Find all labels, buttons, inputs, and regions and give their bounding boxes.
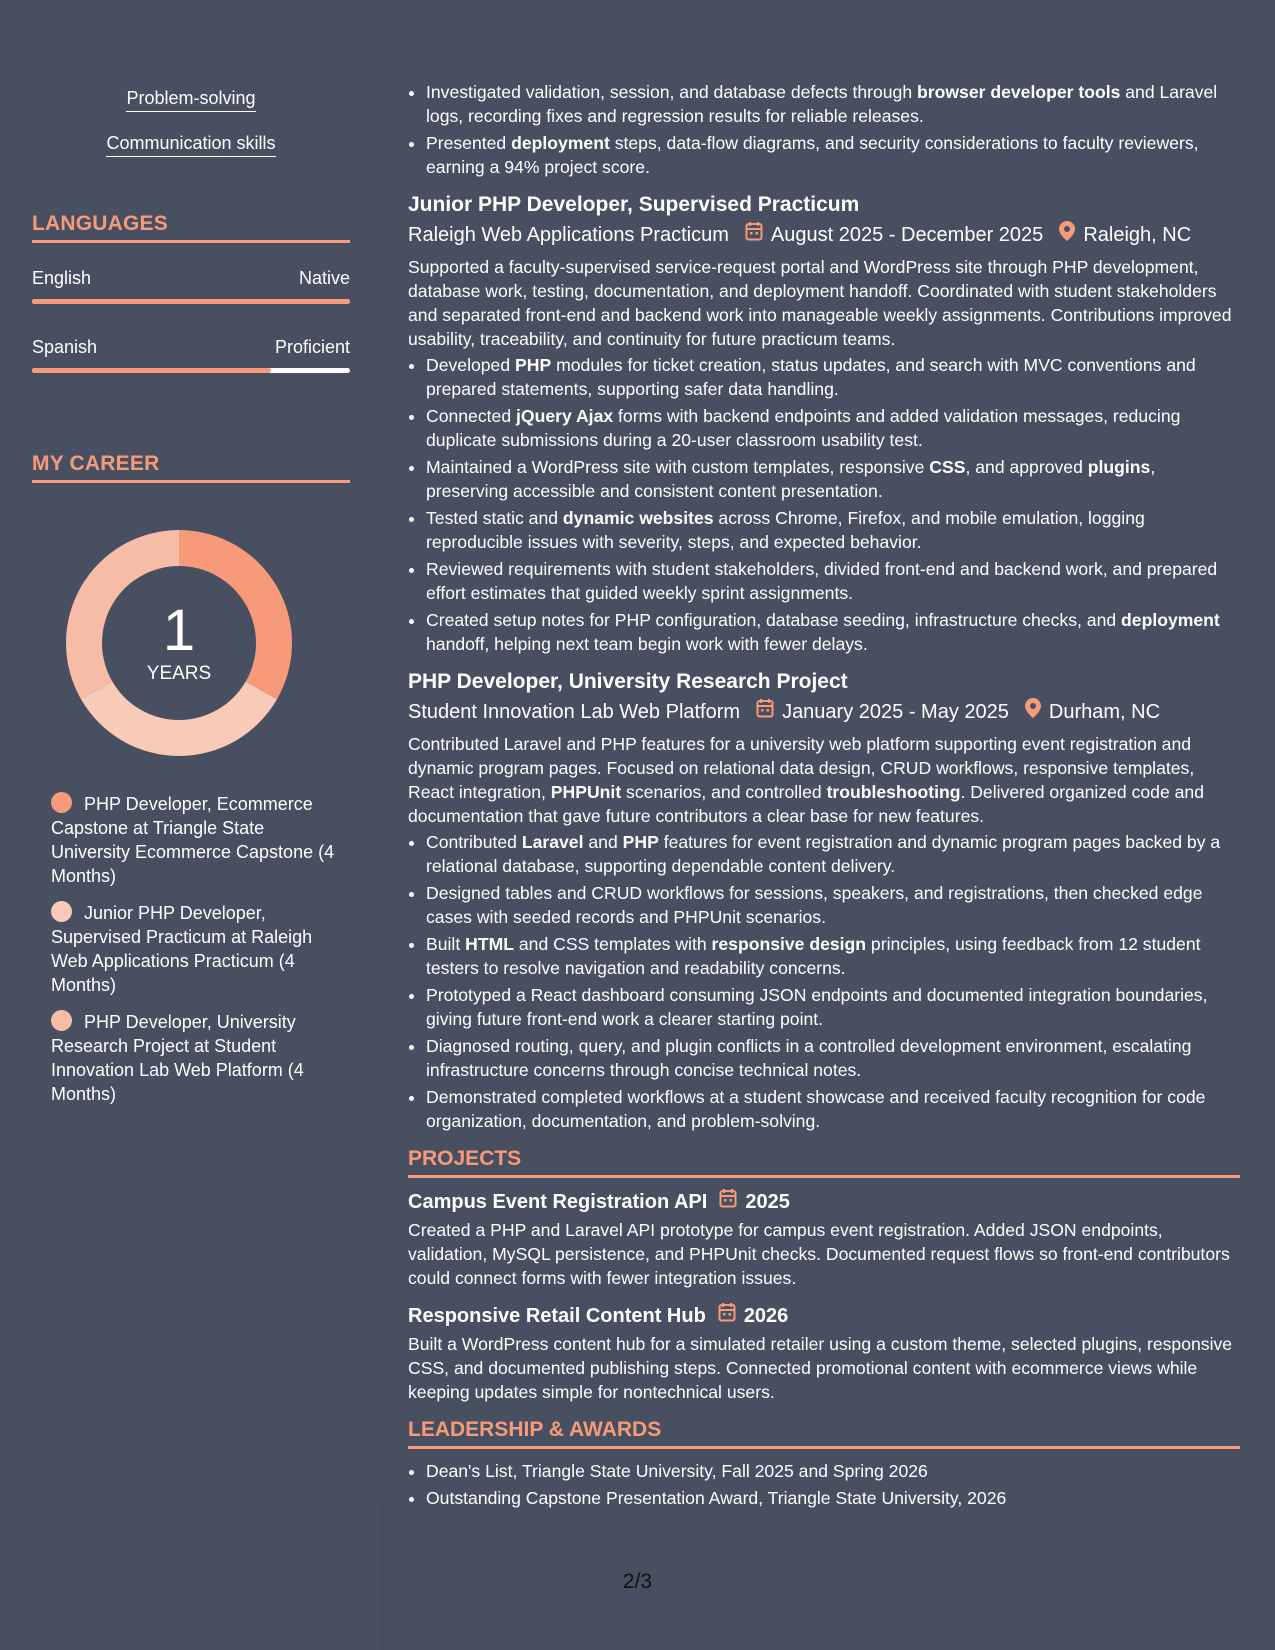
- map-pin-icon: [1025, 698, 1041, 726]
- language-bar: [32, 299, 350, 304]
- job-description: Supported a faculty-supervised service-request portal and WordPress site through PHP development, database work, testing, documentation, and deployment handoff. Coordinated with student stakeholders and separated front-end and backend work into manageable weekly assignments. Contributions improved usability, traceability, and continuity for future practicum teams.: [408, 257, 1232, 349]
- job-entry: [408, 668, 1240, 1133]
- language-bar-fill: [32, 299, 350, 304]
- bullet-item: • Created setup notes for PHP configuration, database seeding, infrastructure checks, and deployment handoff, helping next team begin work with fewer delays.: [426, 608, 1240, 656]
- career-item: PHP Developer, Ecommerce Capstone at Triangle State University Ecommerce Capstone (4 Months): [51, 794, 335, 886]
- language-bar-fill: [32, 368, 271, 373]
- project-title: Responsive Retail Content Hub: [408, 1305, 706, 1327]
- leadership-heading: LEADERSHIP & AWARDS: [408, 1418, 1240, 1449]
- languages-heading: LANGUAGES: [32, 212, 350, 243]
- bullet-item: • Investigated validation, session, and database defects through browser developer tools and Laravel logs, recording fixes and regression results for reliable releases.: [426, 80, 1240, 128]
- award-item: • Dean's List, Triangle State University, Fall 2025 and Spring 2026: [426, 1459, 1240, 1483]
- bullet-item: • Designed tables and CRUD workflows for sessions, speakers, and registrations, then checked edge cases with seeded records and PHPUnit scenarios.: [426, 881, 1240, 929]
- bullet-item: • Reviewed requirements with student stakeholders, divided front-end and backend work, and prepared effort estimates that guided weekly sprint assignments.: [426, 557, 1240, 605]
- calendar-icon: [745, 221, 763, 249]
- bullet-item: • Connected jQuery Ajax forms with backend endpoints and added validation messages, reducing duplicate submissions during a 20-user classroom usability test.: [426, 404, 1240, 452]
- sidebar: [32, 0, 350, 1650]
- career-years-label: YEARS: [146, 663, 212, 684]
- career-heading: MY CAREER: [32, 452, 350, 483]
- award-item: • Outstanding Capstone Presentation Award, Triangle State University, 2026: [426, 1486, 1240, 1510]
- page-number: 2/3: [622, 1570, 653, 1593]
- job-dates: January 2025 - May 2025: [782, 701, 1009, 723]
- bullet-item: • Diagnosed routing, query, and plugin conflicts in a controlled development environment, escalating infrastructure concerns through concise technical notes.: [426, 1034, 1240, 1082]
- bullet-item: • Developed PHP modules for ticket creation, status updates, and search with MVC conventions and prepared statements, supporting safer data handling.: [426, 353, 1240, 401]
- language-level: Proficient: [274, 337, 350, 357]
- leadership-list: [408, 1459, 1240, 1510]
- language-name: Spanish: [32, 337, 98, 357]
- job-description: Contributed Laravel and PHP features for a university web platform supporting event registration and dynamic program pages. Focused on relational data design, CRUD workflows, responsive templates, React integration, PHPUnit scenarios, and controlled troubleshooting. Delivered organized code and documentation that gave future contributors a clear base for new features.: [408, 734, 1204, 826]
- job-location: Durham, NC: [1048, 701, 1161, 723]
- job-entry: [408, 191, 1240, 656]
- language-bar: [32, 368, 350, 373]
- bullet-item: • Contributed Laravel and PHP features for event registration and dynamic program pages backed by a relational database, supporting dependable content delivery.: [426, 830, 1240, 878]
- project-title-row: [408, 1188, 1240, 1216]
- career-list: [51, 792, 341, 1119]
- career-dot-icon: [51, 1010, 72, 1031]
- language-name: English: [32, 268, 92, 288]
- project-title: Campus Event Registration API: [408, 1191, 708, 1213]
- top-bullet-list: [408, 80, 1240, 179]
- job-dates: August 2025 - December 2025: [770, 224, 1044, 246]
- job-bullets: [408, 830, 1240, 1133]
- job-company: Raleigh Web Applications Practicum: [408, 224, 729, 246]
- project-year: 2025: [745, 1191, 790, 1213]
- job-company: Student Innovation Lab Web Platform: [408, 701, 741, 723]
- language-level: Native: [298, 268, 350, 288]
- job-bullets: [408, 353, 1240, 656]
- bullet-item: • Built HTML and CSS templates with responsive design principles, using feedback from 12 student testers to resolve navigation and readability concerns.: [426, 932, 1240, 980]
- project-description: Created a PHP and Laravel API prototype for campus event registration. Added JSON endpoints, validation, MySQL persistence, and PHPUnit checks. Documented request flows so front-end contributors could connect forms with fewer integration issues.: [408, 1220, 1230, 1288]
- job-title: PHP Developer, University Research Project: [408, 670, 848, 693]
- project-title-row: [408, 1302, 1240, 1330]
- job-meta: [408, 698, 1240, 726]
- calendar-icon: [756, 698, 774, 726]
- language-row: [32, 268, 350, 289]
- job-location: Raleigh, NC: [1083, 224, 1192, 246]
- career-years-number: 1: [162, 598, 196, 663]
- bullet-item: • Tested static and dynamic websites across Chrome, Firefox, and mobile emulation, logging reproducible issues with severity, steps, and expected behavior.: [426, 506, 1240, 554]
- project-entry: [408, 1302, 1240, 1404]
- calendar-icon: [718, 1302, 736, 1330]
- bullet-item: • Presented deployment steps, data-flow diagrams, and security considerations to faculty reviewers, earning a 94% project score.: [426, 131, 1240, 179]
- project-description: Built a WordPress content hub for a simulated retailer using a custom theme, selected plugins, responsive CSS, and documented publishing steps. Connected promotional content with ecommerce views while keeping updates simple for nontechnical users.: [408, 1334, 1233, 1402]
- career-item: Junior PHP Developer, Supervised Practicum at Raleigh Web Applications Practicum (4 Months): [51, 903, 313, 995]
- project-entry: [408, 1188, 1240, 1290]
- bullet-item: • Demonstrated completed workflows at a student showcase and received faculty recognition for code organization, documentation, and problem-solving.: [426, 1085, 1240, 1133]
- language-row: [32, 337, 350, 358]
- project-year: 2026: [743, 1305, 789, 1327]
- bullet-item: • Maintained a WordPress site with custom templates, responsive CSS, and approved plugins, preserving accessible and consistent content presentation.: [426, 455, 1240, 503]
- career-item: PHP Developer, University Research Project at Student Innovation Lab Web Platform (4 Months): [51, 1012, 304, 1104]
- bullet-item: • Prototyped a React dashboard consuming JSON endpoints and documented integration boundaries, giving future front-end work a clearer starting point.: [426, 983, 1240, 1031]
- calendar-icon: [719, 1188, 737, 1216]
- main-column: [408, 0, 1240, 1513]
- job-title: Junior PHP Developer, Supervised Practicum: [408, 193, 860, 216]
- career-donut: [66, 530, 292, 756]
- skill-item: Communication skills: [32, 133, 350, 157]
- career-dot-icon: [51, 792, 72, 813]
- donut-slice: [81, 682, 277, 757]
- projects-heading: PROJECTS: [408, 1147, 1240, 1178]
- map-pin-icon: [1059, 221, 1075, 249]
- skill-item: Problem-solving: [32, 88, 350, 112]
- career-dot-icon: [51, 901, 72, 922]
- job-meta: [408, 221, 1240, 249]
